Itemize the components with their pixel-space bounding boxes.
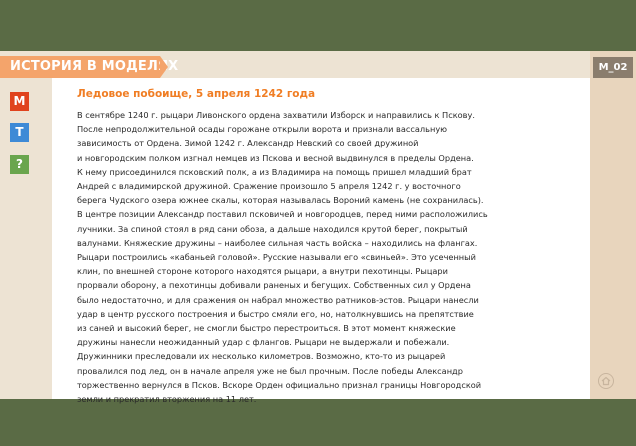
article-body [77, 108, 488, 406]
article-line: Дружинники преследовали их несколько километров. Возможно, кто-то из рыцарей [77, 351, 446, 362]
article-line: валунами. Княжеские дружины – наиболее сильная часть войска – находились на флангах. [77, 237, 478, 248]
article-line: клин, по внешней стороне которого находятся рыцари, а внутри пехотинцы. Рыцари [77, 266, 448, 277]
article-line: После непродолжительной осады горожане открыли ворота и признали вассальную [77, 124, 448, 135]
article-line: земли и прекратил вторжения на 11 лет. [77, 394, 257, 405]
home-icon [601, 376, 611, 386]
article-line: В сентябре 1240 г. рыцари Ливонского ордена захватили Изборск и направились к Пскову. [77, 110, 475, 120]
text-button[interactable]: Т [10, 123, 29, 142]
article-line: прорвали оборону, а пехотинцы добивали раненых и бегущих. Собственных сил у Ордена [77, 280, 471, 291]
question-button[interactable]: ? [10, 155, 29, 174]
model-button[interactable]: М [10, 92, 29, 111]
article-line: К нему присоединился псковский полк, а из Владимира на помощь пришел младший брат [77, 166, 472, 177]
module-code-badge: M_02 [593, 57, 633, 78]
top-frame [0, 0, 636, 51]
article-line: дружины нанесли неожиданный удар с флангов. Рыцари не выдержали и побежали. [77, 337, 450, 348]
home-button[interactable] [598, 373, 614, 389]
article-line: берега Чудского озера южнее скалы, которая называлась Вороний камень (не сохранилась). [77, 195, 484, 206]
article-heading: Ледовое побоище, 5 апреля 1242 года [77, 88, 316, 100]
article-line: В центре позиции Александр поставил псковичей и новгородцев, перед ними расположились [77, 209, 488, 220]
article-line: зависимость от Ордена. Зимой 1242 г. Александр Невский со своей дружиной [77, 138, 419, 149]
article-line: лучники. За спиной стоял в ряд сани обоза, а дальше находился крутой берег, покрытый [77, 223, 468, 234]
article-line: Рыцари построились «кабаньей головой». Русские называли его «свиньей». Это усеченный [77, 252, 476, 263]
article-line: и новгородским полком изгнал немцев из Пскова и весной выдвинулся в пределы Ордена. [77, 152, 474, 163]
article-line: Андрей с владимирской дружиной. Сражение произошло 5 апреля 1242 г. у восточного [77, 181, 461, 192]
article-line: провалился под лед, он в начале апреля уже не был прочным. После победы Александр [77, 365, 463, 376]
article-line: торжественно вернулся в Псков. Вскоре Орден официально признал границы Новгородской [77, 379, 482, 390]
article-line: из саней и высокий берег, не смогли быстро перестроиться. В этот момент княжеские [77, 323, 456, 334]
article-line: было недостаточно, и для сражения он набрал множество ратников-эстов. Рыцари нанесли [77, 294, 479, 305]
page-title: ИСТОРИЯ В МОДЕЛЯХ [0, 56, 160, 78]
article-line: удар в центр русского построения и быстро смяли его, но, натолкнувшись на препятствие [77, 308, 474, 319]
right-sidebar [590, 51, 636, 399]
